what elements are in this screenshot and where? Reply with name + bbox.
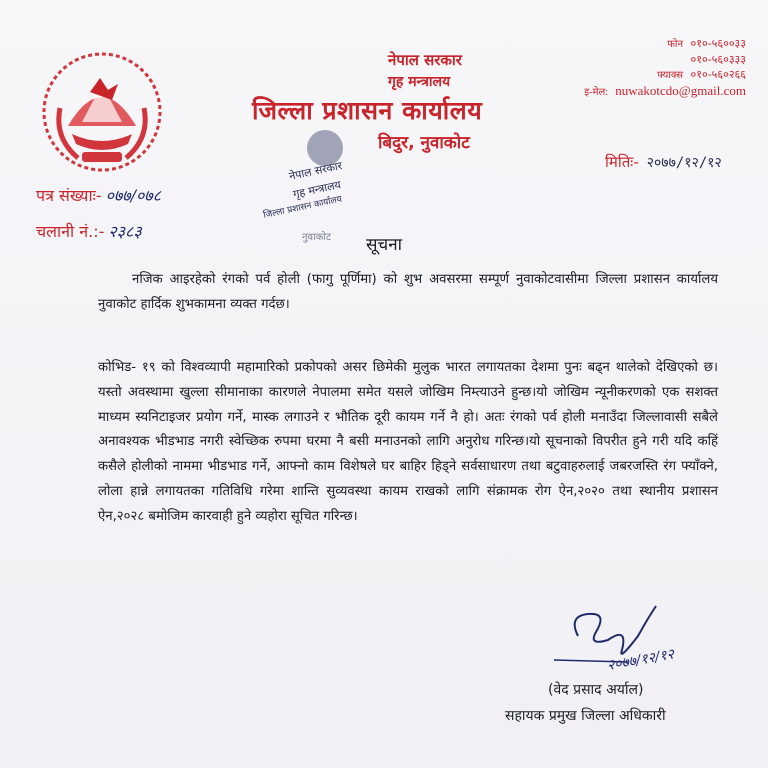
fax-label: फ्याक्स [657,70,684,81]
notice-paragraph: कोभिड- १९ को विश्वव्यापी महामारिको प्रकोपको असर छिमेकी मुलुक भारत लगायतका देशमा पुनः बढ्न थालेको देखिएको छ। यस्तो अवस्थामा खुल्ला सीमानाका कारणले नेपालमा समेत यसले जोखिम निम्त्याउने हुन्छ।यो जोखिम न्यूनीकरणको एक सशक्त माध्यम स्यनिटाइजर प्रयोग गर्ने, मास्क लगाउने र भौतिक दूरी कायम गर्ने नै हो। अतः रंगको पर्व होली मनाउँदा जिल्लावासी सबैले अनावश्यक भीडभाड नगरी स्वेच्छिक रुपमा घरमा नै बसी मनाउनको लागि अनुरोध गरिन्छ।यो सूचनाको विपरीत हुने गरी यदि कहिं कसैले होलीको नाममा भीडभाड गर्ने, आफ्नो काम विशेषले घर बाहिर हिड्ने सर्वसाधारण तथा बटुवाहरुलाई जबरजस्ति रंग फ्याँक्ने, लोला हान्ने लगायतका गतिविधि गरेमा शान्ति सुव्यवस्था कायम राखको लागि संक्रामक रोग ऐन,२०२० तथा स्थानीय प्रशासन ऐन,२०२८ बमोजिम कारवाही हुने व्यहोरा सूचित गरिन्छ। [98,360,718,524]
phone-line [584,36,746,52]
stamp-line: नेपाल सरकार [287,159,344,183]
stamp-line: जिल्ला प्रशासन कार्यालय [262,194,343,221]
date-value: २०७७/१२/१२ [646,155,722,171]
signer-title: सहायक प्रमुख जिल्ला अधिकारी [505,708,666,724]
fax-number: ०१०-५६०२६६ [690,68,746,81]
notice-title: सूचना [365,235,403,255]
office-stamp-icon [250,118,400,248]
phone-line [584,52,746,67]
reference-number [36,184,161,206]
stamp-line: नुवाकोट [302,232,332,243]
email-label: इ-मेल: [584,87,608,98]
signature-date: २०७७/१२/१२ [605,646,676,674]
notice-paragraph: नजिक आइरहेको रंगको पर्व होली (फागु पूर्णिमा) को शुभ अवसरमा सम्पूर्ण नुवाकोटवासीमा जिल्ला प्रशासन कार्यालय नुवाकोट हार्दिक शुभकामना व्यक्त गर्दछ। [98,272,718,312]
government-heading: नेपाल सरकार [388,51,462,69]
reference-value: ०७७/०७८ [105,186,161,205]
signer-name: (वेद प्रसाद अर्याल) [548,682,644,698]
ministry-heading: गृह मन्त्रालय [388,74,451,90]
nepal-emblem-icon [38,48,166,176]
signature-mark [548,596,698,680]
date-field [605,152,722,172]
phone-label: फोन [667,39,684,50]
dispatch-label: चलानी नं.:- [36,222,105,241]
date-label: मितिः- [605,153,639,171]
reference-label: पत्र संख्याः- [36,186,102,205]
fax-line [584,67,746,83]
email-line [584,83,746,100]
office-location: बिदुर, नुवाकोट [378,133,470,153]
office-heading: जिल्ला प्रशासन कार्यालय [252,96,483,125]
phone-number: ०१०-५६०३३३ [690,53,746,66]
dispatch-value: २३८३ [108,222,142,241]
phone-number: ०१०-५६००३३ [690,37,746,50]
contact-block [584,36,746,100]
email-address: nuwakotcdo@gmail.com [615,83,746,98]
stamp-line: गृह मन्त्रालय [291,178,343,201]
